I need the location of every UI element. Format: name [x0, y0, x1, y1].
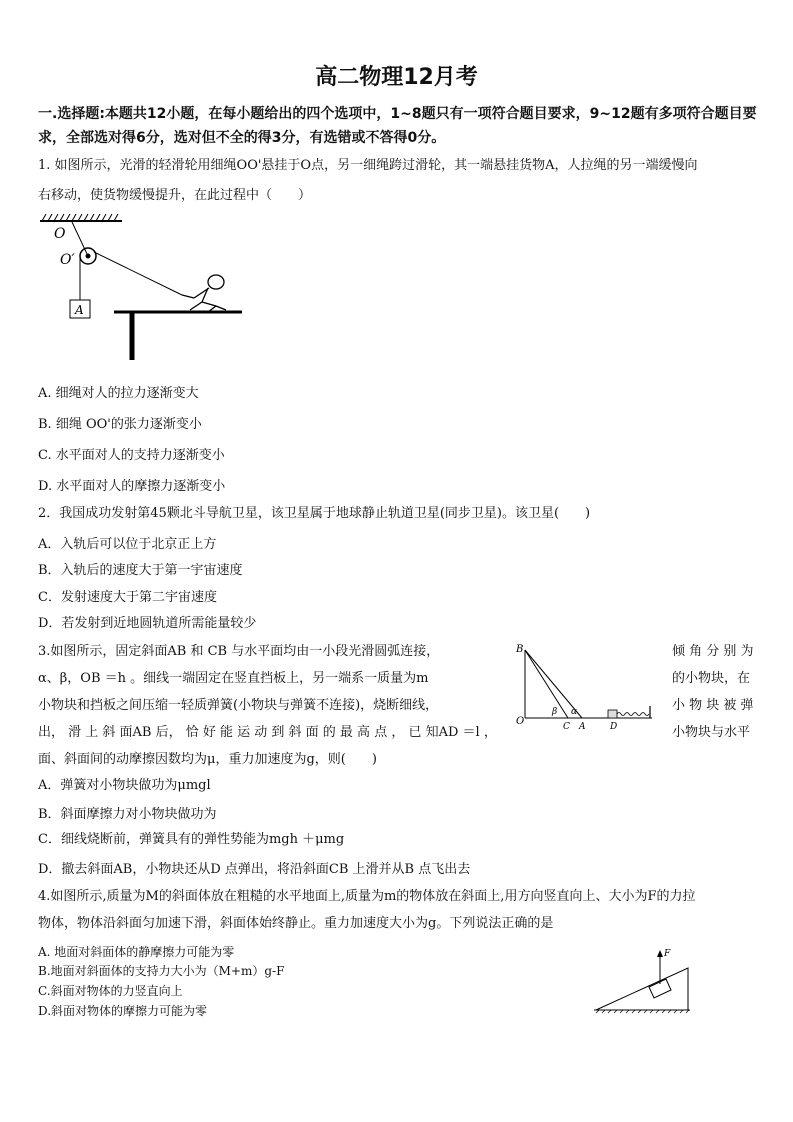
q3-option-d: D．撤去斜面AB，小物块还从D 点弹出，将沿斜面CB 上滑并从B 点飞出去 [38, 862, 471, 877]
q3-label-b: B [516, 644, 524, 655]
q3-line-1a: 3.如图所示，固定斜面AB 和 CB 与水平面均由一小段光滑圆弧连接， [38, 644, 440, 659]
block-icon [608, 710, 617, 718]
q3-line-1b: 倾 角 分 别 为 [672, 644, 754, 659]
q3-label-alpha: α [571, 707, 578, 717]
q4-option-a: A. 地面对斜面体的静摩擦力可能为零 [38, 945, 235, 959]
q3-label-c: C [563, 722, 570, 732]
incline-icon [596, 968, 688, 1010]
q1-option-c: C. 水平面对人的支持力逐渐变小 [38, 448, 225, 463]
q2-option-a: A．入轨后可以位于北京正上方 [38, 537, 217, 552]
person-icon [182, 275, 226, 312]
q3-line-3b: 小 物 块 被 弹 [672, 698, 754, 713]
q1-label-a: A [75, 303, 84, 317]
q3-option-a: A．弹簧对小物块做功为μmgl [38, 778, 211, 793]
q4-figure [588, 942, 698, 1018]
q4-stem: 4.如图所示,质量为M的斜面体放在粗糙的水平地面上,质量为m的物体放在斜面上,用方向竖直向上、大小为F的力拉 [38, 889, 696, 904]
q4-option-d: D.斜面对物体的摩擦力可能为零 [38, 1004, 208, 1018]
q2-option-c: C．发射速度大于第二宇宙速度 [38, 590, 217, 605]
q1-option-a: A. 细绳对人的拉力逐渐变大 [38, 386, 199, 401]
q1-label-o: O [54, 226, 66, 242]
q2-option-b: B．入轨后的速度大于第一宇宙速度 [38, 563, 243, 578]
q4-label-f: F [664, 949, 671, 959]
q3-line-2b: 的小物块，在 [672, 671, 751, 686]
q1-stem-2: 右移动，使货物缓慢提升，在此过程中（ ） [38, 188, 312, 203]
q1-option-b: B. 细绳 OO'的张力逐渐变小 [38, 417, 202, 432]
q3-line-3a: 小物块和挡板之间压缩一轻质弹簧(小物块与弹簧不连接)，烧断细线， [38, 698, 439, 713]
q1-stem: 1. 如图所示，光滑的轻滑轮用细绳OO'悬挂于O点，另一细绳跨过滑轮，其一端悬挂货物A，人拉绳的另一端缓慢向 [38, 158, 698, 173]
q3-line-5: 面、斜面间的动摩擦因数均为μ，重力加速度为g，则( ) [38, 752, 377, 767]
q3-option-c: C．细线烧断前，弹簧具有的弹性势能为mgh ＋μmg [38, 832, 345, 847]
q4-stem-2: 物体，物体沿斜面匀加速下滑，斜面体始终静止。重力加速度大小为g。下列说法正确的是 [38, 916, 554, 931]
page-title: 高二物理12月考 [315, 65, 478, 90]
q3-label-beta: β [552, 707, 558, 717]
q3-option-b: B．斜面摩擦力对小物块做功为 [38, 807, 217, 822]
q3-line-4a: 出， 滑 上 斜 面AB 后， 恰 好 能 运 动 到 斜 面 的 最 高 点 ， 已 知AD ＝l ， [38, 725, 497, 740]
spring-icon [617, 713, 649, 716]
q4-option-b: B.地面对斜面体的支持力大小为（M+m）g-F [38, 964, 285, 978]
section-heading: 一.选择题:本题共12小题，在每小题给出的四个选项中，1~8题只有一项符合题目要求，9~12题有多项符合题目要求，全部选对得6分，选对但不全的得3分，有选错或不答得0分。 [38, 106, 757, 146]
q1-figure [30, 210, 260, 365]
q3-figure [512, 640, 662, 732]
q2-stem: 2．我国成功发射第45颗北斗导航卫星，该卫星属于地球静止轨道卫星(同步卫星)。该卫星( ) [38, 506, 591, 521]
q4-option-c: C.斜面对物体的力竖直向上 [38, 984, 183, 998]
q3-label-a: A [579, 722, 586, 732]
q2-option-d: D．若发射到近地圆轨道所需能量较少 [38, 616, 257, 631]
q1-option-d: D. 水平面对人的摩擦力逐渐变小 [38, 479, 226, 494]
q3-label-d: D [610, 722, 618, 732]
q3-line-4b: 小物块与水平 [672, 725, 751, 740]
q3-line-2a: α、β，OB ＝h 。细线一端固定在竖直挡板上，另一端系一质量为m [38, 671, 429, 686]
q1-label-o-prime: O′ [60, 252, 75, 268]
q3-label-o: O [516, 716, 525, 727]
